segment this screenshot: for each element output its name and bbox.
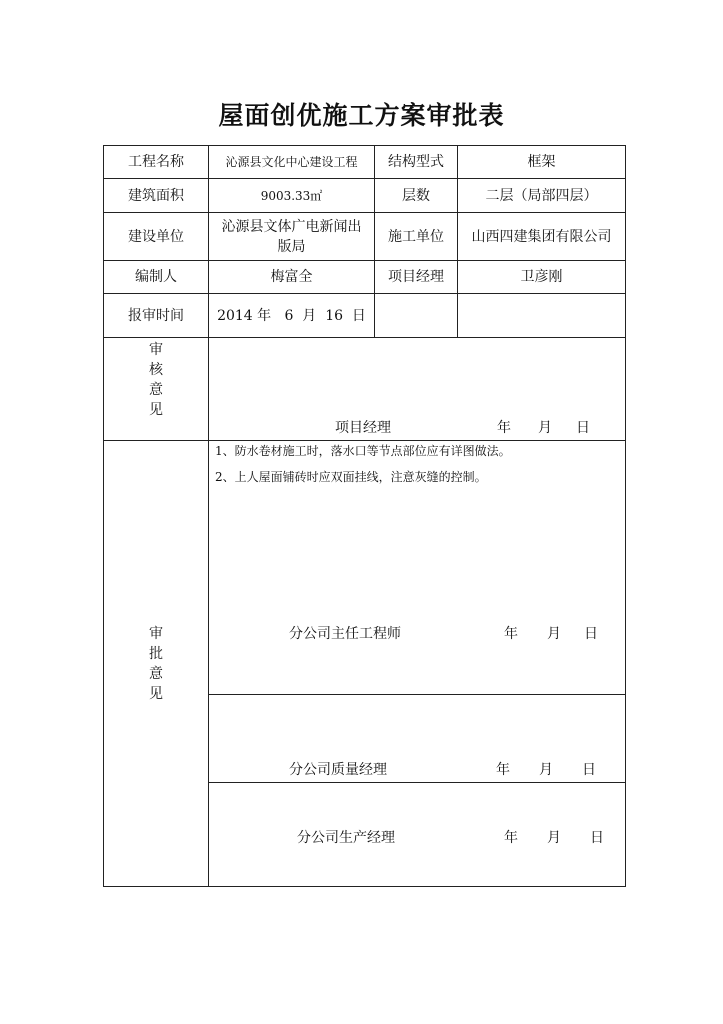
review-month: 月 xyxy=(538,420,552,436)
production-manager-month: 月 xyxy=(547,830,561,846)
row-author xyxy=(104,261,626,294)
project-name-value: 沁源县文化中心建设工程 xyxy=(209,146,375,179)
approval-label xyxy=(104,441,209,887)
review-char: 见 xyxy=(149,402,163,418)
review-day: 日 xyxy=(576,420,590,436)
date-empty-cell xyxy=(375,294,458,338)
approval-quality-cell xyxy=(209,695,626,783)
project-name-label: 工程名称 xyxy=(104,146,209,179)
review-content xyxy=(209,338,626,441)
pm-value: 卫彦刚 xyxy=(458,261,626,294)
approval-chief-engineer-cell xyxy=(209,441,626,695)
review-char: 意 xyxy=(149,382,163,398)
chief-engineer-signer: 分公司主任工程师 xyxy=(289,626,401,642)
row-area xyxy=(104,179,626,213)
approval-form-table xyxy=(103,145,626,887)
contractor-label: 施工单位 xyxy=(375,213,458,261)
date-value: 2014 年 6 月 16 日 xyxy=(209,294,375,338)
structure-label: 结构型式 xyxy=(375,146,458,179)
builder-value: 沁源县文体广电新闻出版局 xyxy=(209,213,375,261)
chief-engineer-year: 年 xyxy=(504,626,518,642)
builder-label: 建设单位 xyxy=(104,213,209,261)
review-char: 审 xyxy=(149,342,163,358)
area-value: 9003.33㎡ xyxy=(209,179,375,213)
review-year: 年 xyxy=(497,420,511,436)
approval-production-cell xyxy=(209,783,626,887)
row-date xyxy=(104,294,626,338)
chief-engineer-day: 日 xyxy=(584,626,598,642)
approval-note-1: 1、防水卷材施工时，落水口等节点部位应有详图做法。 xyxy=(215,444,511,458)
review-label xyxy=(104,338,209,441)
approval-char: 批 xyxy=(149,645,163,662)
row-builder xyxy=(104,213,626,261)
date-empty-cell-2 xyxy=(458,294,626,338)
quality-manager-year: 年 xyxy=(496,762,510,778)
structure-value: 框架 xyxy=(458,146,626,179)
floors-value: 二层（局部四层） xyxy=(458,179,626,213)
page-title: 屋面创优施工方案审批表 xyxy=(218,101,505,130)
floors-label: 层数 xyxy=(375,179,458,213)
production-manager-signer: 分公司生产经理 xyxy=(297,830,395,846)
row-approval-1 xyxy=(104,441,626,695)
quality-manager-month: 月 xyxy=(539,762,553,778)
row-review xyxy=(104,338,626,441)
area-label: 建筑面积 xyxy=(104,179,209,213)
pm-label: 项目经理 xyxy=(375,261,458,294)
contractor-value: 山西四建集团有限公司 xyxy=(458,213,626,261)
approval-char: 审 xyxy=(149,625,163,642)
production-manager-year: 年 xyxy=(504,830,518,846)
author-value: 梅富全 xyxy=(209,261,375,294)
approval-note-2: 2、上人屋面铺砖时应双面挂线，注意灰缝的控制。 xyxy=(215,470,487,484)
review-char: 核 xyxy=(149,362,163,378)
row-project-name xyxy=(104,146,626,179)
author-label: 编制人 xyxy=(104,261,209,294)
quality-manager-signer: 分公司质量经理 xyxy=(289,762,387,778)
approval-char: 见 xyxy=(149,685,163,702)
approval-char: 意 xyxy=(149,665,163,682)
production-manager-day: 日 xyxy=(590,830,604,846)
date-label: 报审时间 xyxy=(104,294,209,338)
chief-engineer-month: 月 xyxy=(547,626,561,642)
review-signer: 项目经理 xyxy=(335,420,391,436)
quality-manager-day: 日 xyxy=(582,762,596,778)
